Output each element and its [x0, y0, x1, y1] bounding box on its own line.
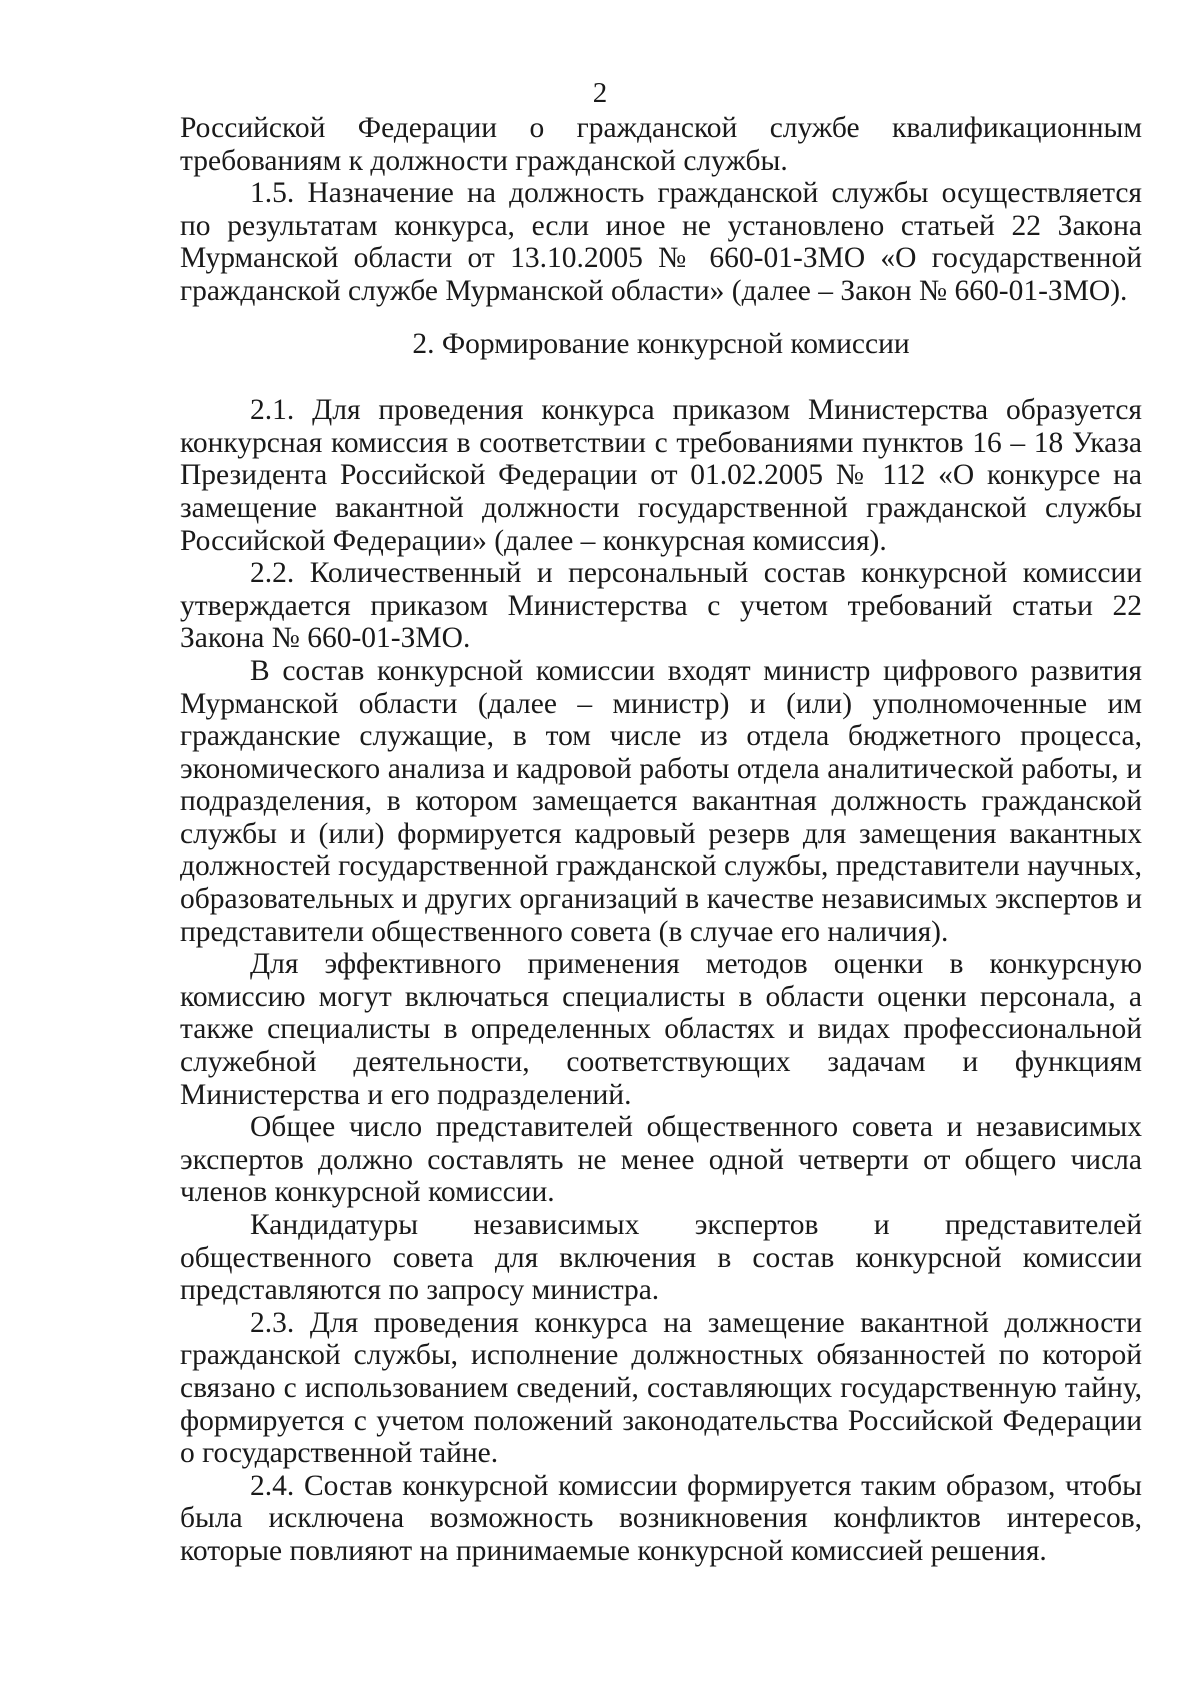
paragraph-2-3: 2.3. Для проведения конкурса на замещение вакантной должности гражданской службы, исполнение должностных обязанностей по которой связано с использованием сведений, составляющих государственную тайну, формируется с учетом положений законодательства Российской Федерации о государственной тайне.: [180, 1306, 1142, 1470]
page-number: 2: [592, 77, 608, 109]
paragraph-commission-members: В состав конкурсной комиссии входят министр цифрового развития Мурманской области (далее – министр) и (или) уполномоченные им гражданские служащие, в том числе из отдела бюджетного процесса, экономического анализа и кадровой работы отдела аналитической работы, и подразделения, в котором замещается вакантная должность гражданской службы и (или) формируется кадровый резерв для замещения вакантных должностей государственной гражданской службы, представители научных, образовательных и других организаций в качестве независимых экспертов и представители общественного совета (в случае его наличия).: [180, 654, 1142, 948]
paragraph-2-4: 2.4. Состав конкурсной комиссии формируется таким образом, чтобы была исключена возможность возникновения конфликтов интересов, которые повлияют на принимаемые конкурсной комиссией решения.: [180, 1469, 1142, 1567]
document-body: [180, 112, 1142, 1568]
paragraph-quarter-rule: Общее число представителей общественного совета и независимых экспертов должно составлять не менее одной четверти от общего числа членов конкурсной комиссии.: [180, 1111, 1142, 1209]
paragraph-continuation: Российской Федерации о гражданской службе квалификационным требованиям к должности гражданской службы.: [180, 112, 1142, 177]
paragraph-specialists: Для эффективного применения методов оценки в конкурсную комиссию могут включаться специалисты в области оценки персонала, а также специалисты в определенных областях и видах профессиональной служебной деятельности, соответствующих задачам и функциям Министерства и его подразделений.: [180, 948, 1142, 1111]
paragraph-candidates: Кандидатуры независимых экспертов и представителей общественного совета для включения в состав конкурсной комиссии представляются по запросу министра.: [180, 1209, 1142, 1307]
paragraph-1-5: 1.5. Назначение на должность гражданской службы осуществляется по результатам конкурса, если иное не установлено статьей 22 Закона Мурманской области от 13.10.2005 № 660-01-ЗМО «О государственной гражданской службе Мурманской области» (далее – Закон № 660-01-ЗМО).: [180, 177, 1142, 307]
paragraph-2-1: 2.1. Для проведения конкурса приказом Министерства образуется конкурсная комиссия в соответствии с требованиями пунктов 16 – 18 Указа Президента Российской Федерации от 01.02.2005 № 112 «О конкурсе на замещение вакантной должности государственной гражданской службы Российской Федерации» (далее – конкурсная комиссия).: [180, 394, 1142, 557]
section-heading: 2. Формирование конкурсной комиссии: [412, 327, 910, 360]
paragraph-2-2: 2.2. Количественный и персональный состав конкурсной комиссии утверждается приказом Министерства с учетом требований статьи 22 Закона № 660-01-ЗМО.: [180, 557, 1142, 655]
